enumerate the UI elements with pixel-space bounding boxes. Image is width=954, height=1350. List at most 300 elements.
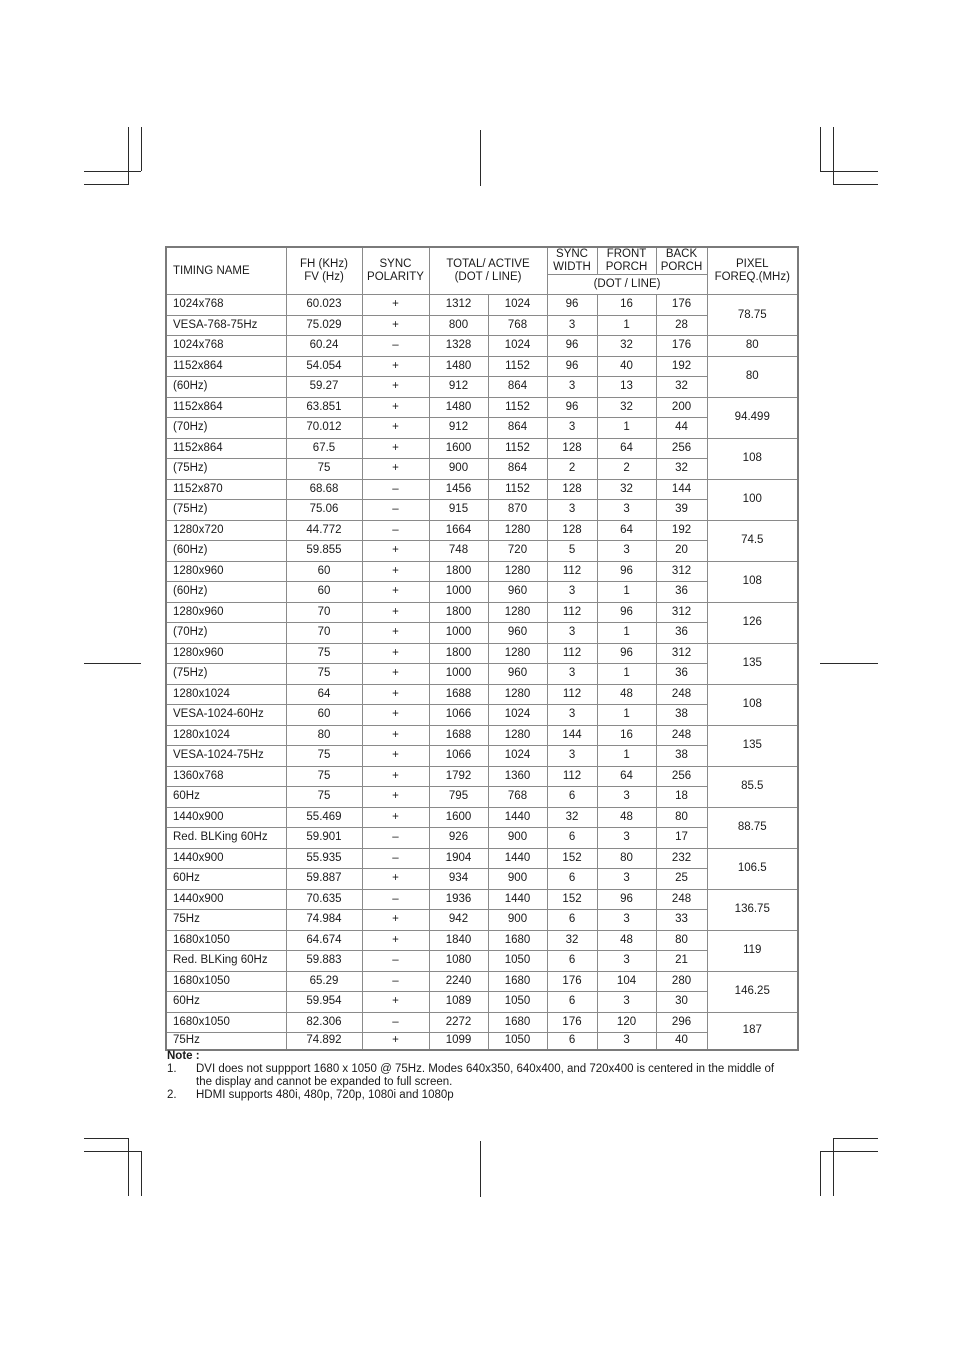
table-row xyxy=(166,500,798,521)
crop-mark-top-right xyxy=(833,127,834,185)
cell-timing-name: 1280x720 xyxy=(166,520,286,541)
header-timing-name: TIMING NAME xyxy=(166,247,286,295)
cell-frequency: 59.27 xyxy=(286,377,362,398)
header-sync-polarity: SYNC POLARITY xyxy=(362,247,429,295)
cell-active: 1152 xyxy=(488,356,547,377)
cell-back-porch: 232 xyxy=(656,848,707,869)
cell-front-porch: 48 xyxy=(597,807,656,828)
cell-frequency: 44.772 xyxy=(286,520,362,541)
cell-frequency: 59.887 xyxy=(286,869,362,890)
cell-sync-width: 96 xyxy=(547,295,597,316)
cell-active: 1440 xyxy=(488,889,547,910)
cell-sync-polarity: + xyxy=(362,664,429,685)
cell-back-porch: 256 xyxy=(656,766,707,787)
cell-pixel-frequency: 146.25 xyxy=(707,971,798,1012)
table-row xyxy=(166,295,798,316)
cell-timing-name: 1360x768 xyxy=(166,766,286,787)
cell-timing-name: 1440x900 xyxy=(166,889,286,910)
table-row xyxy=(166,602,798,623)
table-row xyxy=(166,438,798,459)
cell-timing-name: 1024x768 xyxy=(166,295,286,316)
cell-front-porch: 3 xyxy=(597,910,656,931)
cell-total: 915 xyxy=(429,500,488,521)
cell-sync-polarity: + xyxy=(362,459,429,480)
cell-frequency: 55.469 xyxy=(286,807,362,828)
cell-total: 1000 xyxy=(429,582,488,603)
note-item xyxy=(167,1089,787,1102)
cell-active: 900 xyxy=(488,828,547,849)
table-row xyxy=(166,992,798,1013)
cell-sync-polarity: – xyxy=(362,520,429,541)
cell-front-porch: 3 xyxy=(597,828,656,849)
cell-total: 1066 xyxy=(429,746,488,767)
table-body xyxy=(166,295,798,1050)
cell-active: 900 xyxy=(488,910,547,931)
cell-timing-name: 1680x1050 xyxy=(166,971,286,992)
cell-front-porch: 64 xyxy=(597,766,656,787)
cell-frequency: 65.29 xyxy=(286,971,362,992)
cell-frequency: 75 xyxy=(286,787,362,808)
cell-front-porch: 104 xyxy=(597,971,656,992)
cell-back-porch: 33 xyxy=(656,910,707,931)
cell-active: 1024 xyxy=(488,295,547,316)
cell-pixel-frequency: 108 xyxy=(707,561,798,602)
cell-front-porch: 96 xyxy=(597,889,656,910)
cell-active: 1152 xyxy=(488,479,547,500)
cell-back-porch: 312 xyxy=(656,561,707,582)
cell-frequency: 75.029 xyxy=(286,315,362,336)
cell-sync-width: 144 xyxy=(547,725,597,746)
crop-mark-top-left xyxy=(128,127,129,185)
table-row xyxy=(166,377,798,398)
cell-front-porch: 1 xyxy=(597,418,656,439)
cell-front-porch: 48 xyxy=(597,684,656,705)
cell-back-porch: 248 xyxy=(656,684,707,705)
crop-mark-top-center xyxy=(480,130,481,186)
cell-active: 1050 xyxy=(488,992,547,1013)
cell-front-porch: 3 xyxy=(597,992,656,1013)
cell-back-porch: 38 xyxy=(656,746,707,767)
cell-back-porch: 20 xyxy=(656,541,707,562)
cell-frequency: 55.935 xyxy=(286,848,362,869)
cell-total: 1936 xyxy=(429,889,488,910)
cell-sync-polarity: – xyxy=(362,889,429,910)
cell-pixel-frequency: 135 xyxy=(707,643,798,684)
cell-total: 1904 xyxy=(429,848,488,869)
cell-sync-polarity: – xyxy=(362,848,429,869)
cell-sync-polarity: – xyxy=(362,479,429,500)
cell-frequency: 75 xyxy=(286,459,362,480)
note-text: DVI does not suppport 1680 x 1050 @ 75Hz. Modes 640x350, 640x400, and 720x400 is centered in the middle of the display and cannot be expanded to full screen. xyxy=(196,1063,775,1088)
cell-back-porch: 176 xyxy=(656,295,707,316)
cell-sync-polarity: + xyxy=(362,766,429,787)
cell-active: 1280 xyxy=(488,561,547,582)
cell-front-porch: 3 xyxy=(597,951,656,972)
cell-front-porch: 3 xyxy=(597,869,656,890)
cell-frequency: 70 xyxy=(286,623,362,644)
cell-back-porch: 200 xyxy=(656,397,707,418)
cell-front-porch: 3 xyxy=(597,787,656,808)
crop-mark-bottom-left xyxy=(84,1138,129,1139)
cell-pixel-frequency: 126 xyxy=(707,602,798,643)
cell-total: 1099 xyxy=(429,1033,488,1050)
cell-total: 748 xyxy=(429,541,488,562)
cell-sync-polarity: + xyxy=(362,377,429,398)
cell-total: 1800 xyxy=(429,561,488,582)
cell-front-porch: 96 xyxy=(597,643,656,664)
cell-sync-polarity: – xyxy=(362,336,429,357)
cell-total: 1480 xyxy=(429,397,488,418)
cell-active: 1280 xyxy=(488,684,547,705)
table-row xyxy=(166,459,798,480)
cell-timing-name: 75Hz xyxy=(166,910,286,931)
cell-back-porch: 256 xyxy=(656,438,707,459)
cell-total: 1328 xyxy=(429,336,488,357)
cell-active: 768 xyxy=(488,787,547,808)
table-row xyxy=(166,766,798,787)
cell-timing-name: 1024x768 xyxy=(166,336,286,357)
cell-sync-polarity: + xyxy=(362,746,429,767)
table-row xyxy=(166,1033,798,1050)
cell-timing-name: 60Hz xyxy=(166,992,286,1013)
cell-pixel-frequency: 94.499 xyxy=(707,397,798,438)
cell-sync-polarity: + xyxy=(362,602,429,623)
cell-sync-width: 112 xyxy=(547,766,597,787)
table-row xyxy=(166,541,798,562)
cell-active: 1440 xyxy=(488,848,547,869)
header-frequency: FH (KHz) FV (Hz) xyxy=(286,247,362,295)
cell-sync-width: 96 xyxy=(547,336,597,357)
cell-front-porch: 80 xyxy=(597,848,656,869)
cell-frequency: 60 xyxy=(286,705,362,726)
cell-sync-width: 6 xyxy=(547,869,597,890)
cell-total: 912 xyxy=(429,377,488,398)
cell-frequency: 70.012 xyxy=(286,418,362,439)
cell-timing-name: 75Hz xyxy=(166,1033,286,1050)
cell-total: 1480 xyxy=(429,356,488,377)
cell-active: 960 xyxy=(488,623,547,644)
cell-sync-polarity: + xyxy=(362,315,429,336)
cell-sync-width: 6 xyxy=(547,992,597,1013)
cell-sync-width: 3 xyxy=(547,746,597,767)
cell-sync-width: 128 xyxy=(547,438,597,459)
cell-frequency: 59.883 xyxy=(286,951,362,972)
cell-sync-polarity: – xyxy=(362,828,429,849)
notes-section xyxy=(167,1050,787,1102)
cell-front-porch: 48 xyxy=(597,930,656,951)
crop-mark-bottom-right xyxy=(833,1138,834,1196)
cell-sync-width: 96 xyxy=(547,397,597,418)
cell-total: 942 xyxy=(429,910,488,931)
cell-sync-polarity: – xyxy=(362,1012,429,1033)
crop-mark-top-left xyxy=(141,127,142,171)
cell-sync-width: 176 xyxy=(547,971,597,992)
cell-total: 1066 xyxy=(429,705,488,726)
cell-sync-width: 152 xyxy=(547,889,597,910)
cell-pixel-frequency: 74.5 xyxy=(707,520,798,561)
crop-mark-bottom-right xyxy=(820,1151,878,1152)
cell-total: 1688 xyxy=(429,725,488,746)
cell-frequency: 67.5 xyxy=(286,438,362,459)
cell-timing-name: VESA-768-75Hz xyxy=(166,315,286,336)
crop-mark-bottom-center xyxy=(480,1141,481,1197)
table-row xyxy=(166,725,798,746)
cell-sync-polarity: + xyxy=(362,992,429,1013)
cell-sync-polarity: + xyxy=(362,295,429,316)
cell-sync-width: 112 xyxy=(547,602,597,623)
table-row xyxy=(166,910,798,931)
cell-timing-name: Red. BLKing 60Hz xyxy=(166,828,286,849)
cell-frequency: 70 xyxy=(286,602,362,623)
cell-back-porch: 248 xyxy=(656,725,707,746)
cell-sync-polarity: + xyxy=(362,561,429,582)
cell-active: 864 xyxy=(488,459,547,480)
cell-timing-name: (60Hz) xyxy=(166,377,286,398)
crop-mark-top-left xyxy=(84,184,129,185)
cell-frequency: 60.24 xyxy=(286,336,362,357)
cell-total: 934 xyxy=(429,869,488,890)
cell-sync-polarity: – xyxy=(362,951,429,972)
cell-back-porch: 44 xyxy=(656,418,707,439)
note-number: 1. xyxy=(167,1063,177,1075)
cell-sync-width: 112 xyxy=(547,643,597,664)
cell-total: 2272 xyxy=(429,1012,488,1033)
cell-back-porch: 36 xyxy=(656,582,707,603)
cell-back-porch: 32 xyxy=(656,459,707,480)
cell-timing-name: 1680x1050 xyxy=(166,1012,286,1033)
cell-sync-polarity: + xyxy=(362,582,429,603)
cell-front-porch: 3 xyxy=(597,541,656,562)
table-row xyxy=(166,869,798,890)
table-row xyxy=(166,951,798,972)
cell-total: 1600 xyxy=(429,807,488,828)
cell-sync-width: 176 xyxy=(547,1012,597,1033)
cell-front-porch: 3 xyxy=(597,500,656,521)
cell-timing-name: 1280x1024 xyxy=(166,684,286,705)
cell-active: 1024 xyxy=(488,336,547,357)
cell-timing-name: 1280x1024 xyxy=(166,725,286,746)
cell-sync-polarity: + xyxy=(362,438,429,459)
cell-active: 1680 xyxy=(488,930,547,951)
table-row xyxy=(166,1012,798,1033)
note-text: HDMI supports 480i, 480p, 720p, 1080i and 1080p xyxy=(196,1089,454,1101)
cell-frequency: 68.68 xyxy=(286,479,362,500)
cell-active: 768 xyxy=(488,315,547,336)
cell-back-porch: 312 xyxy=(656,602,707,623)
cell-sync-polarity: + xyxy=(362,541,429,562)
cell-active: 1360 xyxy=(488,766,547,787)
cell-front-porch: 13 xyxy=(597,377,656,398)
cell-timing-name: (60Hz) xyxy=(166,541,286,562)
cell-frequency: 75.06 xyxy=(286,500,362,521)
timing-table xyxy=(165,246,799,1051)
crop-mark-bottom-left xyxy=(84,1151,141,1152)
crop-mark-middle-left xyxy=(84,663,141,664)
cell-front-porch: 2 xyxy=(597,459,656,480)
table-row xyxy=(166,684,798,705)
cell-total: 1800 xyxy=(429,602,488,623)
table-row xyxy=(166,623,798,644)
cell-total: 1080 xyxy=(429,951,488,972)
cell-sync-width: 3 xyxy=(547,377,597,398)
cell-timing-name: 1280x960 xyxy=(166,602,286,623)
cell-front-porch: 16 xyxy=(597,295,656,316)
cell-timing-name: 1440x900 xyxy=(166,848,286,869)
cell-total: 1688 xyxy=(429,684,488,705)
cell-sync-polarity: + xyxy=(362,705,429,726)
cell-front-porch: 32 xyxy=(597,397,656,418)
cell-frequency: 70.635 xyxy=(286,889,362,910)
table-row xyxy=(166,643,798,664)
cell-total: 1800 xyxy=(429,643,488,664)
cell-sync-width: 3 xyxy=(547,664,597,685)
cell-active: 1152 xyxy=(488,397,547,418)
cell-sync-width: 128 xyxy=(547,520,597,541)
cell-back-porch: 28 xyxy=(656,315,707,336)
cell-frequency: 59.954 xyxy=(286,992,362,1013)
table-row xyxy=(166,828,798,849)
cell-total: 1792 xyxy=(429,766,488,787)
cell-total: 795 xyxy=(429,787,488,808)
cell-sync-width: 6 xyxy=(547,1033,597,1050)
cell-sync-width: 3 xyxy=(547,705,597,726)
cell-back-porch: 248 xyxy=(656,889,707,910)
cell-back-porch: 21 xyxy=(656,951,707,972)
cell-sync-width: 3 xyxy=(547,623,597,644)
cell-pixel-frequency: 136.75 xyxy=(707,889,798,930)
crop-mark-bottom-left xyxy=(141,1151,142,1196)
header-pixel-frequency: PIXEL FOREQ.(MHz) xyxy=(707,247,798,295)
cell-sync-polarity: – xyxy=(362,971,429,992)
cell-sync-polarity: + xyxy=(362,930,429,951)
cell-pixel-frequency: 108 xyxy=(707,684,798,725)
cell-sync-polarity: + xyxy=(362,397,429,418)
cell-back-porch: 176 xyxy=(656,336,707,357)
cell-front-porch: 120 xyxy=(597,1012,656,1033)
crop-mark-top-right xyxy=(820,127,821,171)
cell-timing-name: (70Hz) xyxy=(166,418,286,439)
cell-active: 1024 xyxy=(488,746,547,767)
cell-timing-name: (70Hz) xyxy=(166,623,286,644)
cell-pixel-frequency: 135 xyxy=(707,725,798,766)
cell-sync-polarity: + xyxy=(362,1033,429,1050)
cell-front-porch: 3 xyxy=(597,1033,656,1050)
table-row xyxy=(166,520,798,541)
cell-frequency: 54.054 xyxy=(286,356,362,377)
crop-mark-top-right xyxy=(820,171,878,172)
cell-frequency: 64.674 xyxy=(286,930,362,951)
cell-back-porch: 312 xyxy=(656,643,707,664)
crop-mark-bottom-right xyxy=(820,1151,821,1196)
cell-frequency: 59.901 xyxy=(286,828,362,849)
cell-frequency: 60.023 xyxy=(286,295,362,316)
notes-title: Note : xyxy=(167,1050,200,1062)
header-dot-line: (DOT / LINE) xyxy=(547,275,707,295)
cell-active: 1280 xyxy=(488,520,547,541)
cell-front-porch: 16 xyxy=(597,725,656,746)
cell-back-porch: 40 xyxy=(656,1033,707,1050)
cell-frequency: 74.984 xyxy=(286,910,362,931)
cell-timing-name: 1152x864 xyxy=(166,397,286,418)
note-item xyxy=(167,1063,787,1089)
header-front-porch: FRONT PORCH xyxy=(597,247,656,275)
cell-front-porch: 96 xyxy=(597,602,656,623)
cell-active: 1050 xyxy=(488,1033,547,1050)
cell-pixel-frequency: 108 xyxy=(707,438,798,479)
crop-mark-middle-right xyxy=(820,663,878,664)
cell-front-porch: 1 xyxy=(597,664,656,685)
cell-sync-polarity: + xyxy=(362,418,429,439)
cell-back-porch: 36 xyxy=(656,664,707,685)
cell-sync-polarity: + xyxy=(362,684,429,705)
cell-total: 1664 xyxy=(429,520,488,541)
cell-back-porch: 18 xyxy=(656,787,707,808)
table-row xyxy=(166,889,798,910)
note-number: 2. xyxy=(167,1089,177,1101)
cell-front-porch: 96 xyxy=(597,561,656,582)
cell-active: 870 xyxy=(488,500,547,521)
cell-pixel-frequency: 187 xyxy=(707,1012,798,1050)
cell-total: 1840 xyxy=(429,930,488,951)
cell-active: 1680 xyxy=(488,1012,547,1033)
cell-timing-name: 1440x900 xyxy=(166,807,286,828)
cell-front-porch: 1 xyxy=(597,623,656,644)
table-row xyxy=(166,561,798,582)
cell-active: 900 xyxy=(488,869,547,890)
cell-sync-width: 152 xyxy=(547,848,597,869)
table-row xyxy=(166,787,798,808)
cell-front-porch: 64 xyxy=(597,438,656,459)
table-row xyxy=(166,418,798,439)
cell-sync-width: 32 xyxy=(547,807,597,828)
cell-sync-width: 3 xyxy=(547,315,597,336)
table-header xyxy=(166,247,798,295)
cell-active: 1280 xyxy=(488,602,547,623)
cell-total: 1000 xyxy=(429,664,488,685)
cell-active: 864 xyxy=(488,377,547,398)
crop-mark-bottom-left xyxy=(128,1138,129,1196)
table-row xyxy=(166,848,798,869)
cell-total: 1600 xyxy=(429,438,488,459)
cell-back-porch: 192 xyxy=(656,356,707,377)
cell-pixel-frequency: 78.75 xyxy=(707,295,798,336)
cell-sync-width: 5 xyxy=(547,541,597,562)
cell-sync-width: 6 xyxy=(547,787,597,808)
cell-front-porch: 1 xyxy=(597,705,656,726)
cell-sync-width: 6 xyxy=(547,910,597,931)
cell-sync-width: 128 xyxy=(547,479,597,500)
cell-total: 1089 xyxy=(429,992,488,1013)
cell-timing-name: 1152x870 xyxy=(166,479,286,500)
cell-timing-name: (75Hz) xyxy=(166,459,286,480)
cell-timing-name: 1152x864 xyxy=(166,356,286,377)
cell-back-porch: 192 xyxy=(656,520,707,541)
cell-total: 912 xyxy=(429,418,488,439)
cell-frequency: 60 xyxy=(286,561,362,582)
cell-frequency: 82.306 xyxy=(286,1012,362,1033)
cell-pixel-frequency: 106.5 xyxy=(707,848,798,889)
crop-mark-top-left xyxy=(84,171,141,172)
cell-frequency: 75 xyxy=(286,746,362,767)
cell-frequency: 63.851 xyxy=(286,397,362,418)
cell-frequency: 64 xyxy=(286,684,362,705)
table-row xyxy=(166,664,798,685)
cell-active: 1440 xyxy=(488,807,547,828)
cell-sync-polarity: + xyxy=(362,725,429,746)
cell-sync-width: 3 xyxy=(547,582,597,603)
cell-timing-name: Red. BLKing 60Hz xyxy=(166,951,286,972)
table-row xyxy=(166,397,798,418)
